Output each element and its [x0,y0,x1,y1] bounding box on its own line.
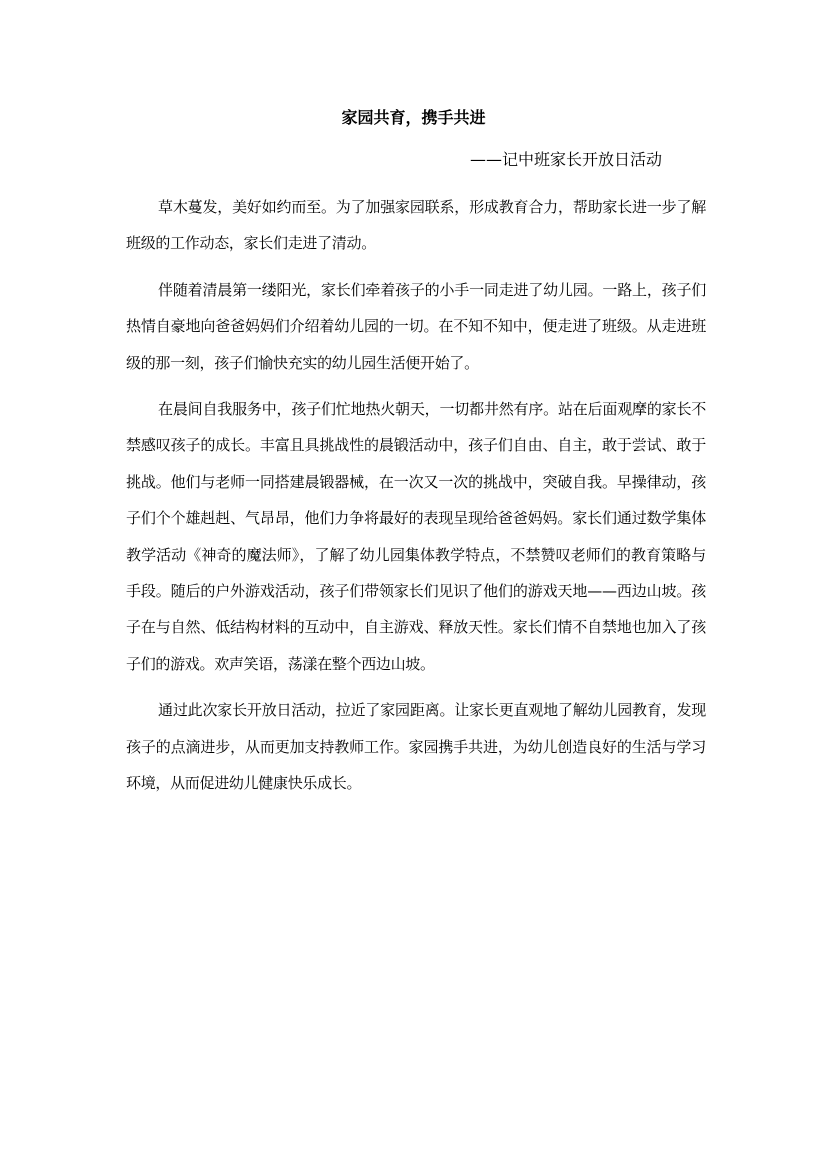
document-title: 家园共育，携手共进 [341,108,486,127]
paragraph-4: 通过此次家长开放日活动，拉近了家园距离。让家长更直观地了解幼儿园教育，发现孩子的点滴进步，从而更加支持教师工作。家园携手共进，为幼儿创造良好的生活与学习环境，从而促进幼儿健康快乐成长。 [126,701,706,793]
document-subtitle: ——记中班家长开放日活动 [470,150,663,169]
paragraph-2: 伴随着清晨第一缕阳光，家长们牵着孩子的小手一同走进了幼儿园。一路上，孩子们热情自豪地向爸爸妈妈们介绍着幼儿园的一切。在不知不知中，便走进了班级。从走进班级的那一刻，孩子们愉快充实的幼儿园生活便开始了。 [126,280,706,372]
document-body [126,189,706,812]
paragraph-1: 草木蔓发，美好如约而至。为了加强家园联系，形成教育合力，帮助家长进一步了解班级的工作动态，家长们走进了清动。 [126,198,706,253]
paragraph-3: 在晨间自我服务中，孩子们忙地热火朝天，一切都井然有序。站在后面观摩的家长不禁感叹孩子的成长。丰富且具挑战性的晨锻活动中，孩子们自由、自主，敢于尝试、敢于挑战。他们与老师一同搭建晨锻器械，在一次又一次的挑战中，突破自我。早操律动，孩子们个个雄赳赳、气昂昂，他们力争将最好的表现呈现给爸爸妈妈。家长们通过数学集体教学活动《神奇的魔法师》，了解了幼儿园集体教学特点，不禁赞叹老师们的教育策略与手段。随后的户外游戏活动，孩子们带领家长们见识了他们的游戏天地——西边山坡。孩子在与自然、低结构材料的互动中，自主游戏、释放天性。家长们情不自禁地也加入了孩子们的游戏。欢声笑语，荡漾在整个西边山坡。 [126,400,706,673]
